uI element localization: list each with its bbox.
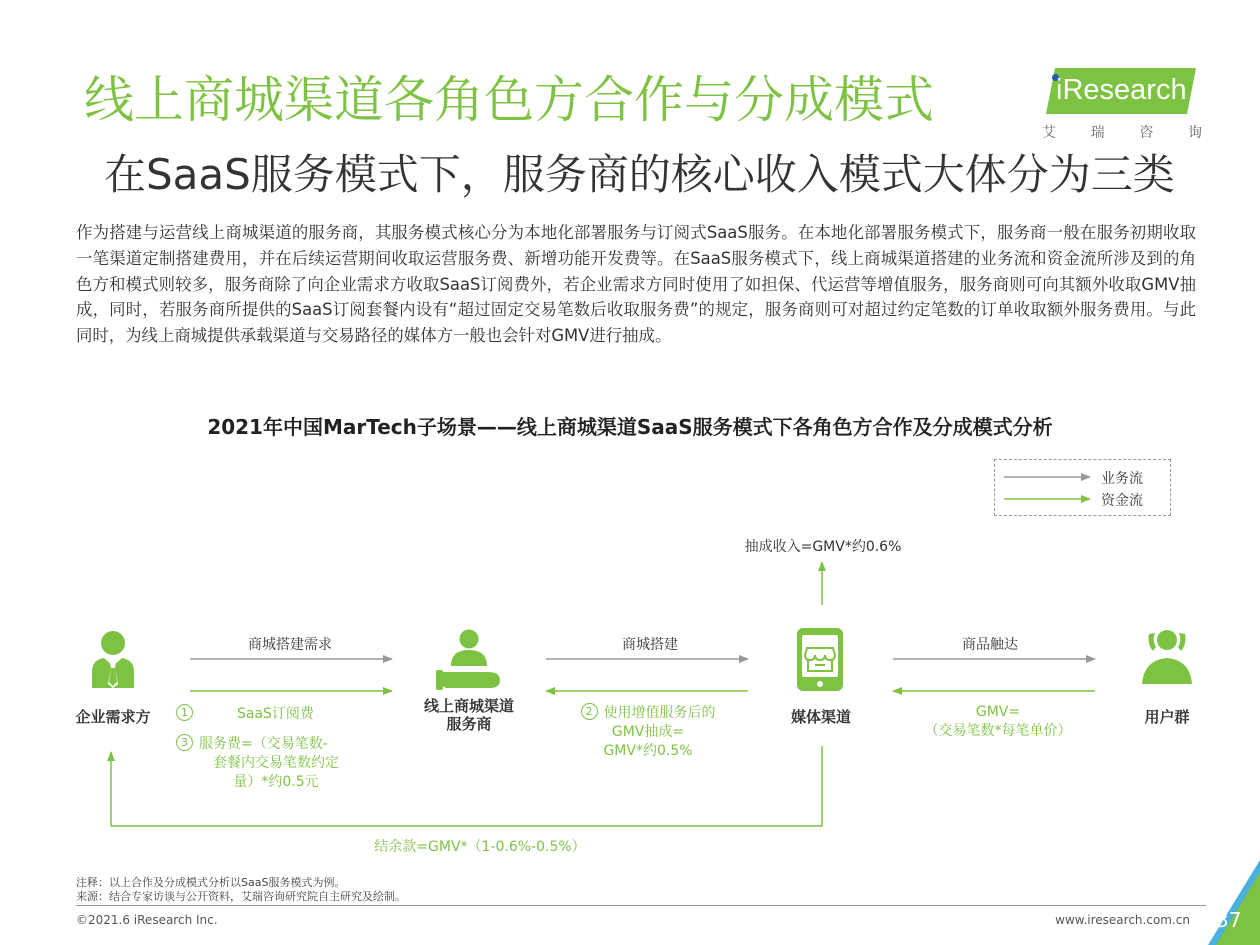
vas-line: GMV抽成= [611,724,685,740]
logo-brand: Research [1062,74,1187,106]
vas-line: GMV*约0.5% [603,743,693,759]
intro-paragraph: 作为搭建与运营线上商城渠道的服务商，其服务模式核心分为本地化部署服务与订阅式SaaS服务。在本地化部署服务模式下，服务商一般在服务初期收取一笔渠道定制搭建费用，并在后续运营期间收取运营服务费、新增功能开发费等。在SaaS服务模式下，线上商城渠道搭建的业务流和资金流所涉及到的角色方和模式则较多，服务商除了向企业需求方收取SaaS订阅费外，若企业需求方同时使用了如担保、代运营等增值服务，服务商则可向其额外收取GMV抽成，同时，若服务商所提供的SaaS订阅套餐内设有“超过固定交易笔数后收取服务费”的规定，服务商则可对超过约定笔数的订单收取额外服务费用。与此同时，为线上商城提供承载渠道与交易路径的媒体方一般也会针对GMV进行抽成。 [76,223,1196,346]
label-saas-fee [176,703,314,723]
legend-business-flow: 业务流 [1101,471,1143,487]
website-link[interactable]: www.iresearch.com.cn [1055,913,1190,927]
footnote: 注释：以上合作及分成模式分析以SaaS服务模式为例。 [76,876,346,889]
label-vas-commission [548,703,748,761]
saas-fee-text: SaaS订阅费 [237,706,314,722]
gmv-line: （交易笔数*每笔单价） [924,723,1072,739]
label-build: 商城搭建 [622,637,678,653]
enterprise-icon [92,631,134,688]
node-users: 用户群 [1144,708,1190,726]
step-number: 1 [176,704,193,721]
node-provider-line: 服务商 [446,715,492,733]
user-group-icon [1142,630,1192,684]
label-service-fee [176,734,376,792]
node-media: 媒体渠道 [790,708,851,726]
label-reach: 商品触达 [962,637,1018,653]
source-note: 来源：结合专家访谈与公开资料，艾瑞咨询研究院自主研究及绘制。 [76,890,406,903]
legend [994,459,1171,516]
logo-cn-char: 询 [1187,125,1202,141]
node-provider [406,697,532,733]
legend-fund-flow: 资金流 [1101,493,1143,509]
logo-cn-char: 咨 [1139,125,1154,141]
footer-divider [76,905,1206,906]
label-gmv [898,703,1098,741]
step-number: 3 [176,734,193,751]
diagram-title: 2021年中国MarTech子场景——线上商城渠道SaaS服务模式下各角色方合作及分成模式分析 [207,415,1053,439]
label-settlement: 结余款=GMV*（1-0.6%-0.5%） [374,839,586,855]
vas-line: 使用增值服务后的 [603,705,716,721]
service-fee-line: 量）*约0.5元 [233,774,319,790]
service-fee-line: 服务费=（交易笔数- [199,736,328,752]
logo-brand-prefix: i [1056,74,1063,106]
step-number: 2 [581,703,598,720]
copyright: ©2021.6 iResearch Inc. [76,913,218,927]
page-subtitle: 在SaaS服务模式下，服务商的核心收入模式大体分为三类 [104,150,1175,199]
service-fee-line: 套餐内交易笔数约定 [213,755,339,771]
media-channel-icon [797,628,843,691]
logo-cn-char: 瑞 [1090,125,1105,141]
node-enterprise: 企业需求方 [75,708,151,726]
label-commission-income: 抽成收入=GMV*约0.6% [744,539,902,555]
gmv-line: GMV= [975,704,1021,720]
label-build-demand: 商城搭建需求 [248,637,332,653]
logo-cn-char: 艾 [1042,125,1056,141]
node-provider-line: 线上商城渠道 [423,697,514,715]
page-number: 37 [1216,908,1242,932]
page-title: 线上商城渠道各角色方合作与分成模式 [84,71,934,129]
provider-icon [436,630,500,691]
